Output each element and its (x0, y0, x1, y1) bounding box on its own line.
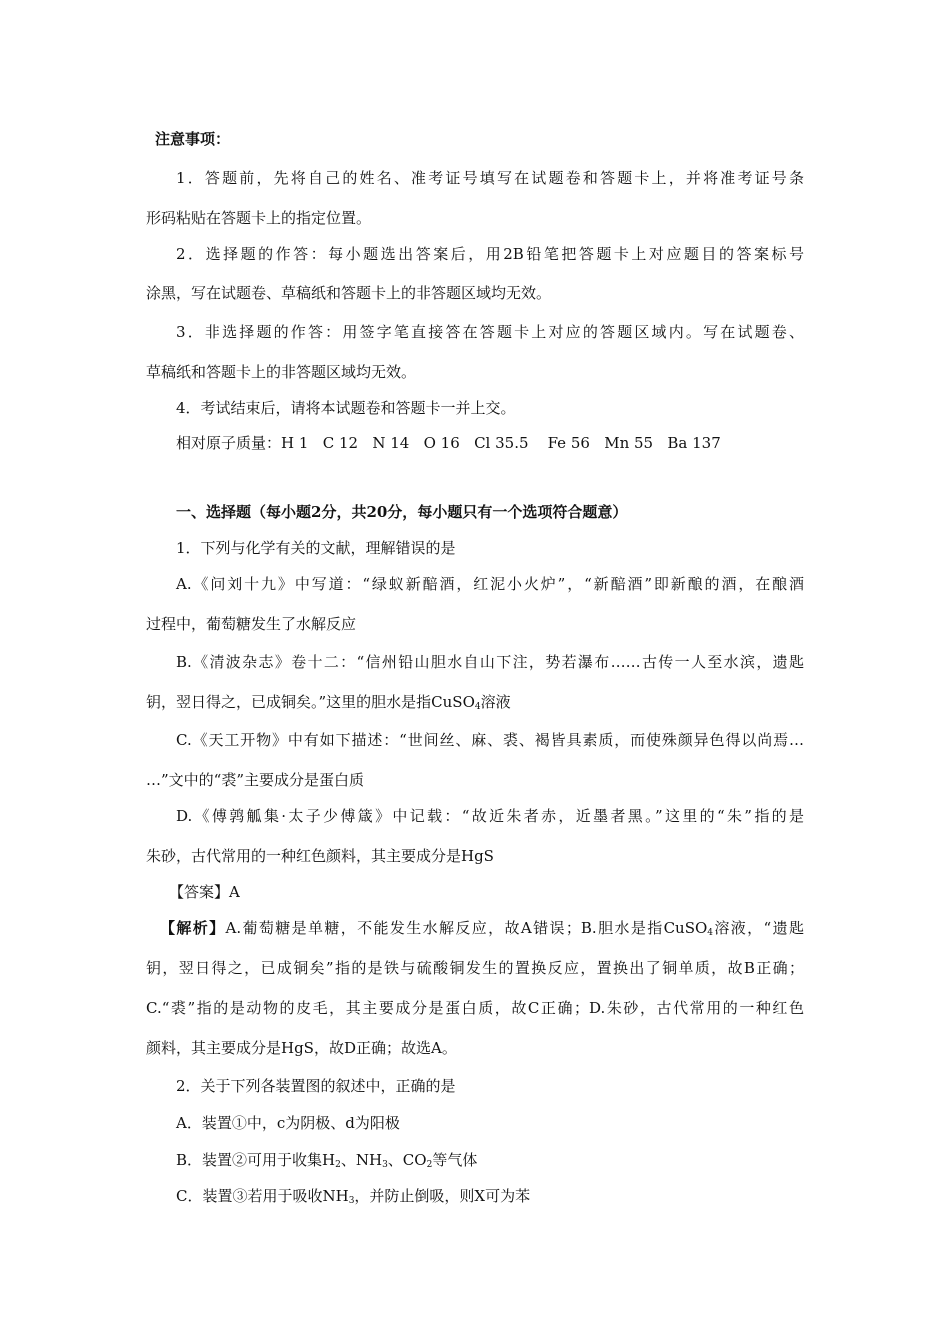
q1-stem: 1．下列与化学有关的文献，理解错误的是 (176, 539, 456, 557)
q1-option-d-line-2: 朱砂，古代常用的一种红色颜料，其主要成分是HgS (146, 847, 494, 865)
q1-explanation-line-1: 【解析】A.葡萄糖是单糖，不能发生水解反应，故A错误；B.胆水是指CuSO$_4$溶液，“遗匙 (160, 919, 804, 938)
q1-explanation-line-2: 钥，翌日得之，已成铜矣”指的是铁与硫酸铜发生的置换反应，置换出了铜单质，故B正确； (146, 959, 804, 977)
notice-item-4: 4．考试结束后，请将本试题卷和答题卡一并上交。 (176, 399, 516, 417)
q1-option-d-line-1: D.《傅鹑觚集·太子少傅箴》中记载：“故近朱者赤，近墨者黑。”这里的“朱”指的是 (176, 807, 804, 825)
notice-item-3-line-2: 草稿纸和答题卡上的非答题区域均无效。 (146, 363, 417, 381)
notice-item-3-line-1: 3．非选择题的作答：用签字笔直接答在答题卡上对应的答题区域内。写在试题卷、 (176, 323, 804, 341)
q1-answer: 【答案】A (169, 883, 240, 901)
q1-option-c-line-1: C.《天工开物》中有如下描述：“世间丝、麻、裘、褐皆具素质，而使殊颜异色得以尚焉… (176, 731, 804, 749)
q1-option-c-line-2: …”文中的“裘”主要成分是蛋白质 (146, 771, 365, 789)
q2-option-b: B．装置②可用于收集$H_2$、$NH_3$、$CO_2$等气体 (176, 1151, 478, 1170)
notice-item-2-line-2: 涂黑，写在试题卷、草稿纸和答题卡上的非答题区域均无效。 (146, 284, 552, 302)
section-1-title: 一、选择题（每小题2分，共20分，每小题只有一个选项符合题意） (176, 503, 628, 521)
q1-option-b-line-1: B.《清波杂志》卷十二：“信州铅山胆水自山下注，势若瀑布……古传一人至水滨，遗匙 (176, 653, 804, 671)
notice-item-2-line-1: 2．选择题的作答：每小题选出答案后，用2B铅笔把答题卡上对应题目的答案标号 (176, 245, 804, 263)
q1-option-a-line-2: 过程中，葡萄糖发生了水解反应 (146, 615, 357, 633)
q2-stem: 2．关于下列各装置图的叙述中，正确的是 (176, 1077, 456, 1095)
q1-option-b-line-2: 钥，翌日得之，已成铜矣。”这里的胆水是指CuSO$_4$溶液 (146, 693, 511, 712)
q1-explanation-line-3: C.“裘”指的是动物的皮毛，其主要成分是蛋白质，故C正确；D.朱砂，古代常用的一种红色 (146, 999, 804, 1017)
notice-item-1-line-1: 1．答题前，先将自己的姓名、准考证号填写在试题卷和答题卡上，并将准考证号条 (176, 169, 804, 187)
atomic-mass-line: 相对原子质量：H 1 C 12 N 14 O 16 Cl 35.5 Fe 56 Mn 55 Ba 137 (176, 434, 721, 452)
q1-option-a-line-1: A.《问刘十九》中写道：“绿蚁新醅酒，红泥小火炉”，“新醅酒”即新酿的酒，在酿酒 (176, 575, 804, 593)
notice-heading: 注意事项： (155, 130, 231, 148)
notice-item-1-line-2: 形码粘贴在答题卡上的指定位置。 (146, 209, 372, 227)
q2-option-a: A．装置①中，c为阴极、d为阳极 (176, 1114, 400, 1132)
q1-explanation-line-4: 颜料，其主要成分是HgS，故D正确；故选A。 (146, 1039, 457, 1057)
q2-option-c: C．装置③若用于吸收$NH_3$，并防止倒吸，则X可为苯 (176, 1187, 531, 1206)
